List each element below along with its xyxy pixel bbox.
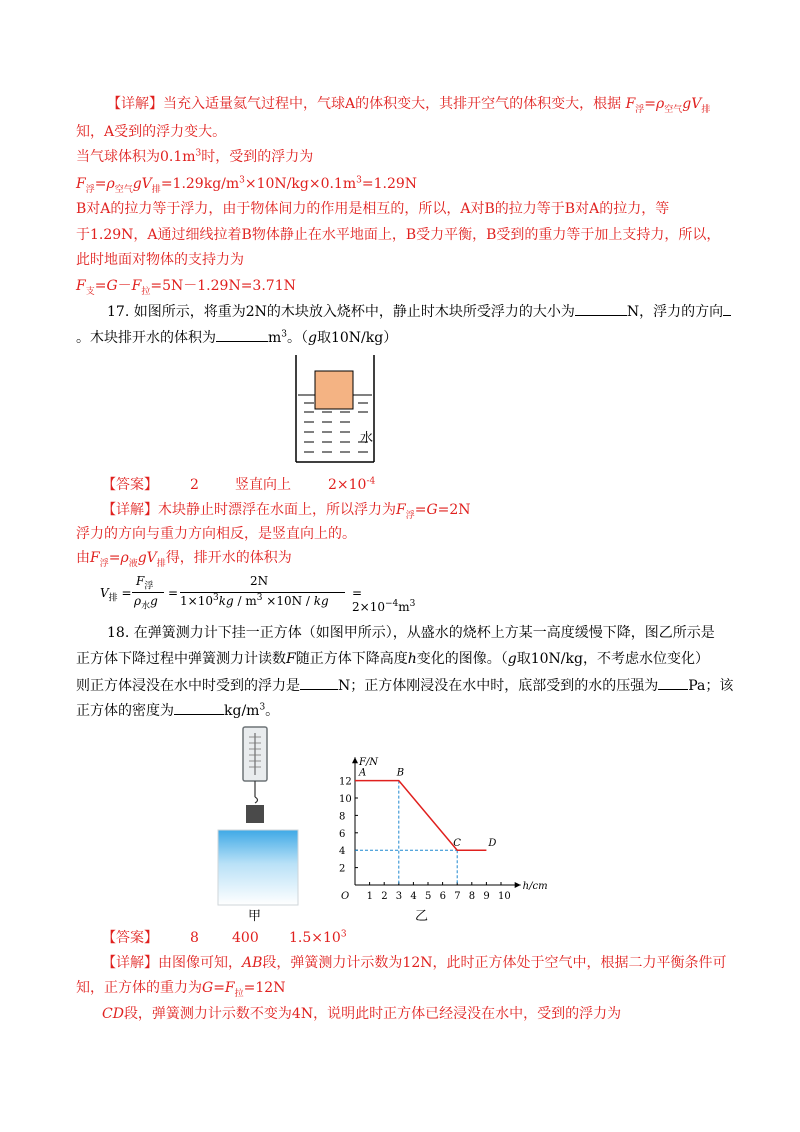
q18-blank-3[interactable]	[174, 700, 224, 715]
q17-exp1: 【详解】木块静止时漂浮在水面上，所以浮力为$F_浮=G=2N$	[102, 502, 471, 521]
fig-yi-label: 乙	[415, 909, 429, 924]
p16-line5: B对A的拉力等于浮力，由于物体间力的作用是相互的，所以，A对B的拉力等于B对A的拉力，等	[76, 201, 670, 217]
x-tick-label: 7	[454, 891, 461, 902]
y-tick-label: 2	[339, 863, 346, 875]
q17-exp2: 浮力的方向与重力方向相反，是竖直向上的。	[76, 526, 356, 542]
x-tick-label: 4	[410, 891, 417, 902]
p16-line7: 此时地面对物体的支持力为	[76, 252, 244, 268]
q18-stem-line4: 正方体的密度为 $kg/m^3$。	[76, 700, 279, 721]
q17-blank-2[interactable]	[723, 301, 731, 316]
q18-exp1: 【详解】由图像可知，AB段，弹簧测力计示数为12N，此时正方体处于空气中，根据二力平衡条件可	[102, 955, 727, 971]
q18-blank-2[interactable]	[658, 675, 688, 690]
q18-stem-line2: 正方体下降过程中弹簧测力计读数F随正方体下降高度h变化的图像。（g取10N/kg，不考虑水位变化）	[76, 651, 709, 667]
wood-block	[315, 371, 353, 409]
x-tick-label: 9	[483, 891, 490, 902]
q18-exp3: CD段，弹簧测力计示数不变为4N，说明此时正方体已经浸没在水中，受到的浮力为	[102, 1006, 622, 1022]
q18-stem-line1: 18. 在弹簧测力计下挂一正方体（如图甲所示），从盛水的烧杯上方某一高度缓慢下降，图乙所示是	[107, 625, 715, 641]
y-tick-label: 6	[339, 828, 346, 840]
q17-beaker-figure	[290, 350, 380, 470]
graph-series	[355, 781, 486, 851]
q18-stem-line3: 则正方体浸没在水中时受到的浮力是 N；正方体刚浸没在水中时，底部受到的水的压强为 Pa；该	[76, 675, 733, 696]
q18-exp2: 知，正方体的重力为$G=F_拉=12N$	[76, 980, 286, 999]
x-axis-label: h/cm	[522, 881, 548, 892]
q17-blank-1[interactable]	[575, 301, 627, 316]
origin-label: O	[341, 891, 350, 902]
q18-figure-jia	[210, 725, 310, 925]
p16-line6: 于1.29N，A通过细线拉着B物体静止在水平地面上，B受力平衡，B受到的重力等于加上支持力，所以，	[76, 227, 721, 243]
x-tick-label: 5	[425, 891, 432, 902]
y-axis-label: F/N	[359, 757, 379, 769]
q17-answer-3: $2\times 10^{-4}$	[328, 476, 376, 493]
q17-answer: 【答案】 2 竖直向上 $2\times 10^{-4}$	[102, 476, 376, 493]
q18-answer-3: $1.5\times 10^3$	[289, 929, 347, 946]
y-tick-label: 8	[339, 811, 346, 823]
y-tick-label: 4	[339, 846, 346, 858]
x-tick-label: 6	[439, 891, 446, 902]
x-tick-label: 10	[498, 891, 511, 902]
p16-line2: 知，A受到的浮力变大。	[76, 124, 227, 140]
q18-blank-1[interactable]	[300, 675, 338, 690]
point-label-a: A	[359, 767, 367, 779]
x-axis-arrow	[515, 882, 521, 888]
q17-blank-3[interactable]	[216, 327, 268, 342]
graph-axes	[341, 757, 548, 902]
point-label-d: D	[488, 838, 497, 850]
point-label-c: C	[453, 838, 461, 850]
water-label: 水	[360, 431, 374, 446]
series-line	[355, 781, 486, 851]
x-tick-label: 3	[395, 891, 403, 902]
p16-line1: 【详解】当充入适量氦气过程中，气球A的体积变大，其排开空气的体积变大，根据 $F_浮=\rho_{空气}gV_排$	[107, 96, 711, 115]
y-tick-label: 10	[339, 794, 352, 805]
p16-line3: 当气球体积为$0.1m^3$时，受到的浮力为	[76, 148, 314, 165]
q17-volume-formula: $V_排$ = $F_浮$ $\rho_水g$ = 2N $1\times 10^3kg / m^3 \times 10N$ / kg = $2\times 10^{-4}m^3$	[100, 574, 416, 614]
x-tick-label: 2	[381, 891, 388, 902]
point-label-b: B	[396, 767, 405, 779]
q18-answer: 【答案】 8 400 $1.5\times 10^3$	[102, 929, 347, 946]
fig-jia-label: 甲	[248, 909, 262, 924]
q18-graph-yi	[325, 740, 548, 935]
graph-point-labels	[358, 768, 496, 850]
cube	[246, 805, 264, 823]
p16-line4: $F_浮=\rho_{空气}gV_排=1.29kg/m^3\times 10N/kg\times 0.1m^3=1.29N$	[76, 175, 418, 195]
q17-stem-line2: 。木块排开水的体积为 $m^3$。（g取10N/kg）	[76, 327, 397, 348]
x-tick-label: 1	[366, 891, 373, 902]
graph-ticks	[339, 777, 511, 902]
y-axis-arrow	[352, 757, 358, 763]
q17-stem-line1: 17. 如图所示，将重为2N的木块放入烧杯中，静止时木块所受浮力的大小为 N，浮力的方向	[107, 301, 731, 322]
q17-exp3: 由$F_浮=\rho_液gV_排$得，排开水的体积为	[76, 550, 292, 569]
p16-line8: $F_支=G-F_拉=5N-1.29N=3.71N$	[76, 278, 296, 297]
p16-formula-inline: $F_浮=\rho_{空气}gV_排$	[625, 96, 711, 115]
y-tick-label: 12	[339, 776, 352, 788]
x-tick-label: 8	[468, 891, 476, 902]
beaker-water	[218, 830, 298, 905]
